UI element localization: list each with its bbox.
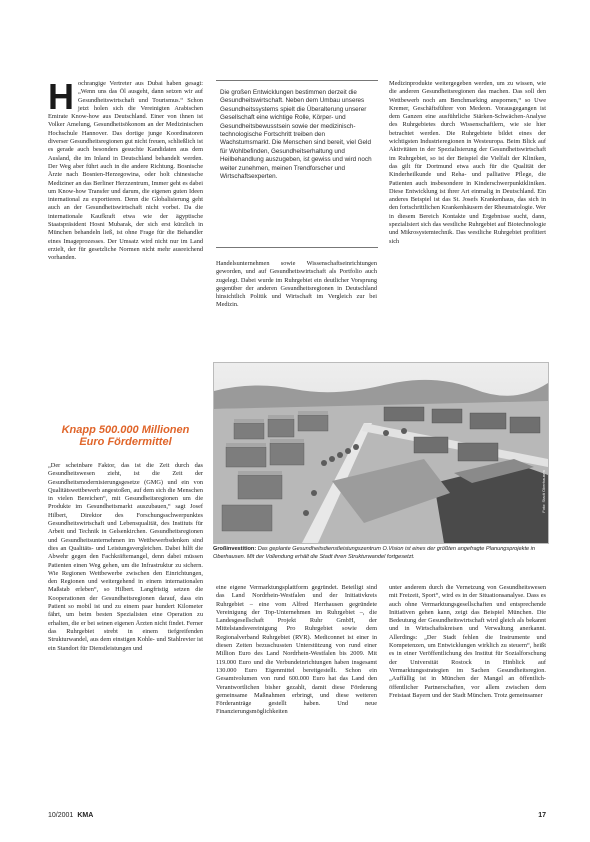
photo-credit: Foto: Stadt Oberhausen <box>541 470 546 513</box>
article-paragraph: Medizinprodukte weitergegeben werden, um zu wissen, wie die anderen Gesundheitsregionen das machen. Das soll den Wettbewerb noch am Benchmarking anspornen,“ so Uwe Kremer, Geschäftsführer von Medeon. Vorausgegangen ist dem Ganzen eine ausführliche Stärken-Schwächen-Analyse des Ruhrgebietes durch Wissenschaftlern, wie sie hier betrachtet werden. Die Ruhrgebiete bildet eines der wichtigsten Industrieregionen in Westeuropa. Beim Blick auf Aktivitäten in der Spezialisierung der Gesundheitswirtschaft im Ruhrgebiet, so ist der Beispiel die Vielfalt der Kliniken, das gilt für Dortmund etwa auch für die Qualität der Kinderheilkunde und Reha- und palliative Pflege, die Patienten auch insbesondere in Kinderschwerpunktkliniken. Diese Entwicklung ist ihrer Art einmalig in Deutschland. Ein anderes Beispiel ist das St. Josefs Krankenhaus, das sich in den fortschrittlichen Krankenhäusern der Rheumatologie. Wer in diesem Bereich Kontakte und Ergebnisse sucht, dann, spezialisiert sich das westliche Ruhrgebiet auf Biotechnologie und Mikrosystemtechnik. Das westliche Ruhrgebiet profitiert sich <box>389 80 546 245</box>
article-column-3-top <box>389 80 546 246</box>
pull-quote-text: Die großen Entwicklungen bestimmen derzeit die Gesundheitswirtschaft. Neben dem Umbau unseres Gesundheitssystems spielt die Überalterung unserer Gesellschaft eine wichtige Rolle, Körper- und Gesundheitsbewusstsein sowie der medizinisch-technologische Fortschritt treiben den Wachstumsmarkt. Die Menschen sind bereit, viel Geld für Wohlbefinden, Gesundheitserhaltung und Heilbehandlung auszugeben, ist gewiss und wird noch weiter zunehmen, meinen Trendforscher und Wirtschaftsexperten. <box>220 89 372 181</box>
article-column-2-top <box>216 260 377 310</box>
pull-quote-box <box>216 80 378 248</box>
page-number: 17 <box>538 812 546 819</box>
caption-lead: Großinvestition: <box>213 546 257 552</box>
drop-cap: H <box>48 76 74 117</box>
architecture-rendering-photo <box>213 362 549 544</box>
article-paragraph: ochrangige Vertreter aus Dubai haben gesagt: „Wenn uns das Öl ausgeht, dann setzen wir auf Gesundheitswirtschaft und Tourismus.“ Schon jetzt holen sich die Vereinigten Arabischen Emirate Know-how aus Deutschland. Einer von ihnen ist Volker Amelung, Gesundheitsökonom an der Medizinischen Hochschule Hannover. Das dortige junge Koordinatoren diverser Gesundheitsregionen gut nicht freuen, schließlich ist es gerade auch besonders gesuchte Kandidaten aus dem Ausland, die im Inland in Deutschland behandelt werden. Der Weg aber führt auch in die andere Richtung. Bosnische Ärzte nach Bosnien-Herzegowina, oder holt chinesische Mediziner an das Berliner Herzzentrum, Immer geht es dabei um Know-how Transfer und darum, die eigenen guten Ideen international zu exportieren. Denn die Globalisierung geht auch an der Gesundheitswirtschaft nicht vorbei. Da die internationale Kaufkraft etwa wie der ägyptische Staatspräsident Hosni Mubarak, der sich erst kürzlich in München behandeln ließ, ist ohne Frage für die Behandler eines Imageprozesses. Der Umsatz wird nicht nur im Land erzielt, der für gesetzliche Normen nicht mehr ausreichend vorhanden. <box>48 80 203 262</box>
photo-caption <box>213 546 547 561</box>
footer-issue <box>48 812 93 819</box>
article-paragraph: „Der scheinbare Faktor, das ist die Zeit durch das Gesundheitswesen zieht, ist die Zeit der Gesundheitsmodernisierungsgesetze (GMG) und ein von Qualitätswettbewerb angestoßen, auf dem sich die Menschen in vielen Bereichen“, mit Gesundheitsregionen um die Produkte im Gesundheitsmarkt auszubauen,“ sagt Josef Hilbert, Direktor des Forschungsschwerpunktes Gesundheitswirtschaft und Lebensqualität, des Instituts für Arbeit und Technik in Gelsenkirchen. Gesundheitsregionen und Gesundheitsunternehmen im Wettbewerbsdenken sind dies an Qualitäts- und Leistungsvergleichen. Dabei hilft die Abwehr gegen den Fachkräftemangel, denn dabei müssen Patienten einen Weg gehen, um die Infrastruktur zu sichern. Wie Regionen Wettbewerbe zwischen den Einrichtungen, den Regionen und weitergehend in einem internationalen Maßstab erleben“, so Hilbert. Langfristig setzen die Kooperationen der Gesundheitsregionen darauf, dass ein Patient so mobil ist und zu einem paar hundert Kilometer fährt, um beim besten Spezialisten eine Operation zu erhalten, die er bei seinen eigenen Ärzten nicht findet. Ferner das Ruhrgebiet strebt in einem tiefgreifenden Strukturwandel, aus dem einstigen Kohle- und Stahlrevier ist ein Standort für Dienstleistungen und <box>48 462 203 652</box>
article-column-1-top <box>48 76 203 263</box>
section-subheading: Knapp 500.000 Millionen Euro Fördermittel <box>61 424 190 448</box>
caption-text: Das geplante Gesundheitsdienstleistungszentrum O.Vision ist eines der größten angefragte Planungsprojekte in Oberhausen. Mit der Vollendung erhält die Stadt ihren Strukturwandel fortgesetzt. <box>213 546 536 560</box>
aerial-city-rendering <box>214 363 548 543</box>
article-paragraph: Handelsunternehmen sowie Wissenschaftseinrichtungen geworden, und auf Gesundheitswirtschaft als Portfolio auch zugelegt. Dabei wurde im Ruhrgebiet ein deutlicher Vorsprung gegenüber der anderen Gesundheitsregionen in Deutschland hinsichtlich Politik und Wirtschaft im Vergleich zur bei Medizin. <box>216 260 377 309</box>
article-paragraph: unter anderem durch die Vernetzung von Gesundheitswesen mit Freizeit, Sport“, wird es in der Situationsanalyse. Dass es auch ohne Vermarktungsgesellschaften und entsprechende Initiativen gehen kann, zeigt das Beispiel München. Die Bedeutung der Gesundheitswirtschaft wird gleich als bekannt und in Wirtschaftskreisen und Verwaltung anerkannt. Allerdings: „Der Stadt fehlen die Instrumente und Kompetenzen, um Entwicklungen wirklich zu steuern“, heißt es in einer Veröffentlichung des Institut für Sozialforschung der Universität Rostock in Hinblick auf Vermarktungsstrategien im Sachen Gesundheitsregion. „Auffällig ist in München der Mangel an öffentlich-öffentlicher Partnerschaften, vor allem zwischen dem Freistaat Bayern und der Stadt München. Trotz gemeinsamer <box>389 584 546 699</box>
article-paragraph: eine eigene Vermarktungsplattform gegründet. Beteiligt sind das Land Nordrhein-Westfalen und der Initiativkreis Ruhrgebiet – eine vom Alfred Herrhausen gegründete Vereinigung der Top-Unternehmen im Ruhrgebiet –, die Landesgesellschaft Projekt Ruhr GmbH, der Mittelstandsvereinigung Pro Ruhrgebiet sowie dem Regionalverband Ruhrgebiet (RVR). Mediconnet ist einer in diesen Zeiten bezuschussten Unterstützung von rund einer Million Euro des Land Nordrhein-Westfalen bis 2009. Mit 119.000 Euro und die Verbundeinrichtungen haben insgesamt 130.000 Euro Eigenmittel bereitgestellt. Schon ein Gesamtvolumen von rund 600.000 Euro hat das Land den Verantwortlichen bisher gezahlt, damit diese Förderung gemeinsame Maßnahmen erbringt, und diese weiteren Förderanträge gestellt haben. Und neue Finanzierungsmöglichkeiten <box>216 584 377 716</box>
issue-number: 10/2001 <box>48 812 74 819</box>
page-footer <box>48 812 546 822</box>
article-column-2-bottom <box>216 584 377 717</box>
magazine-brand: KMA <box>77 812 94 819</box>
article-column-1-bottom <box>48 462 203 653</box>
article-column-3-bottom <box>389 584 546 700</box>
